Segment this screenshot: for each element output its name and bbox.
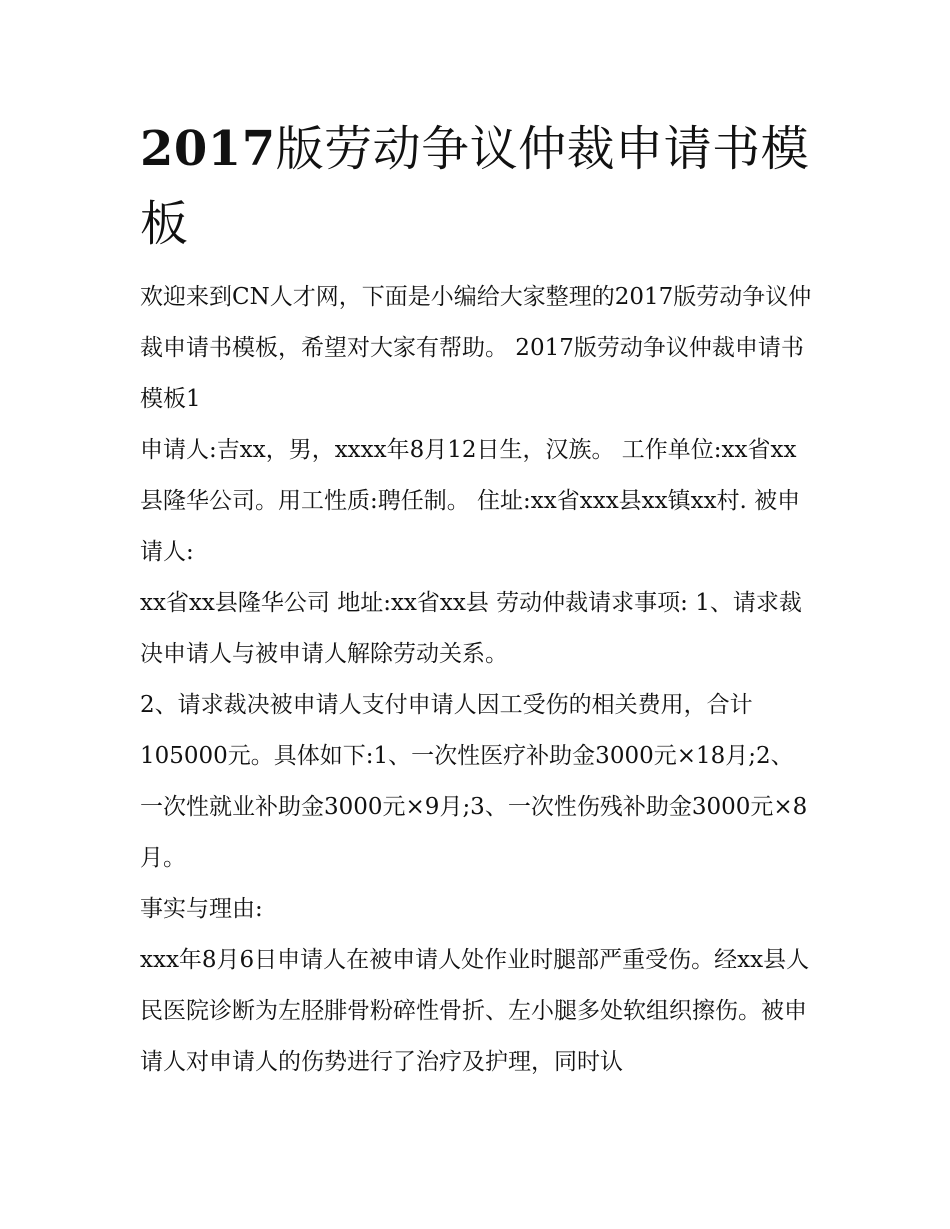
paragraph-respondent-request-1: xx省xx县隆华公司 地址:xx省xx县 劳动仲裁请求事项: 1、请求裁决申请人与被申请人解除劳动关系。 xyxy=(140,590,802,667)
title-text: 版劳动争议仲裁申请书模板 xyxy=(140,121,810,252)
paragraph-intro: 欢迎来到CN人才网，下面是小编给大家整理的2017版劳动争议仲裁申请书模板，希望对大家有帮助。 2017版劳动争议仲裁申请书模板1 xyxy=(140,284,812,412)
document-title xyxy=(140,112,820,262)
paragraph-facts: xxx年8月6日申请人在被申请人处作业时腿部严重受伤。经xx县人民医院诊断为左胫腓骨粉碎性骨折、左小腿多处软组织擦伤。被申请人对申请人的伤势进行了治疗及护理，同时认 xyxy=(140,947,810,1075)
title-year: 2017 xyxy=(140,121,276,177)
paragraph-facts-heading: 事实与理由: xyxy=(140,896,263,922)
document-body xyxy=(140,272,812,1088)
paragraph-request-2: 2、请求裁决被申请人支付申请人因工受伤的相关费用，合计105000元。具体如下:1、一次性医疗补助金3000元×18月;2、一次性就业补助金3000元×9月;3、一次性伤残补助金3000元×8月。 xyxy=(140,692,808,871)
paragraph-applicant: 申请人:吉xx，男，xxxx年8月12日生，汉族。 工作单位:xx省xx县隆华公司。用工性质:聘任制。 住址:xx省xxx县xx镇xx村. 被申请人: xyxy=(140,437,801,565)
